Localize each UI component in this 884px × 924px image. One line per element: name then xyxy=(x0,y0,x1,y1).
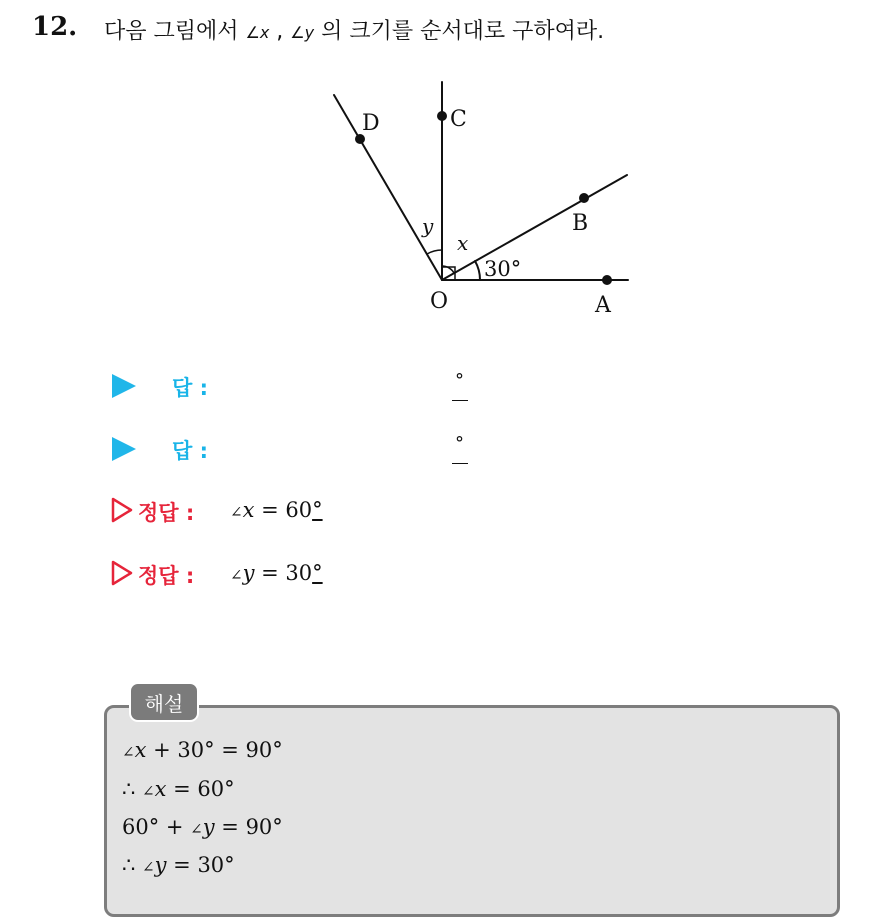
correct-1-unit: ° xyxy=(312,498,323,522)
correct-1-angle-symbol: ∠ xyxy=(230,503,243,521)
point-A xyxy=(602,275,612,285)
correct-1-var: x xyxy=(242,498,255,522)
explanation-line-2-angle: ∠ xyxy=(142,782,155,800)
answer-2-label: 답 : xyxy=(172,439,208,463)
explanation-line-4-pre: ∴ xyxy=(122,853,143,877)
answer-2-underline xyxy=(452,463,468,464)
label-y: y xyxy=(422,214,434,238)
answer-2-marker-icon xyxy=(112,437,136,461)
correct-1-value xyxy=(230,498,323,522)
ray-OD xyxy=(334,95,442,280)
correct-1-marker-icon xyxy=(111,497,133,523)
question-comma: , xyxy=(269,19,291,44)
explanation-line-3-post: = 90° xyxy=(214,815,283,839)
correct-2-unit: ° xyxy=(312,561,323,585)
label-A: A xyxy=(595,293,611,318)
label-30: 30° xyxy=(484,257,522,281)
label-C: C xyxy=(450,107,467,132)
explanation-line-1 xyxy=(122,738,283,762)
explanation-line-2-var: x xyxy=(154,777,167,801)
answer-1-underline xyxy=(452,400,468,401)
angle-figure xyxy=(320,80,640,320)
explanation-line-3 xyxy=(122,815,283,839)
point-B xyxy=(579,193,589,203)
arc-y xyxy=(427,250,442,254)
label-x: x xyxy=(457,231,469,255)
explanation-line-4-var: y xyxy=(154,853,167,877)
explanation-line-2 xyxy=(122,777,235,801)
question-number: 12. xyxy=(32,12,78,42)
correct-2-var: y xyxy=(242,561,255,585)
explanation-line-3-var: y xyxy=(202,815,215,839)
question-angle-x: ∠x xyxy=(245,23,270,42)
explanation-line-2-post: = 60° xyxy=(166,777,235,801)
explanation-box xyxy=(104,705,840,917)
explanation-line-4-angle: ∠ xyxy=(142,858,155,876)
explanation-line-2-pre: ∴ xyxy=(122,777,143,801)
label-O: O xyxy=(430,289,449,314)
answer-1-marker-icon xyxy=(112,374,136,398)
answer-1-unit: ° xyxy=(455,370,464,391)
correct-2-value xyxy=(230,561,323,585)
answer-1-label: 답 : xyxy=(172,376,208,400)
explanation-line-3-angle: ∠ xyxy=(190,820,203,838)
correct-2-angle-symbol: ∠ xyxy=(230,566,243,584)
explanation-line-4 xyxy=(122,853,235,877)
correct-2-eq: = 30 xyxy=(254,561,313,585)
label-D: D xyxy=(362,111,380,136)
answer-2-input[interactable] xyxy=(448,433,472,467)
ray-OB xyxy=(442,175,627,280)
correct-1-eq: = 60 xyxy=(254,498,313,522)
question-text-after: 의 크기를 순서대로 구하여라. xyxy=(314,19,605,44)
explanation-tab: 해설 xyxy=(129,682,199,722)
explanation-line-1-post: + 30° = 90° xyxy=(146,738,283,762)
question-text xyxy=(104,14,604,45)
question-angle-y: ∠y xyxy=(290,23,315,42)
question-text-before: 다음 그림에서 xyxy=(104,19,246,44)
explanation-line-1-var: x xyxy=(134,738,147,762)
correct-1-label: 정답 : xyxy=(138,501,195,525)
explanation-line-4-post: = 30° xyxy=(166,853,235,877)
arc-30 xyxy=(475,261,480,280)
correct-2-label: 정답 : xyxy=(138,564,195,588)
correct-2-marker-icon xyxy=(111,560,133,586)
point-C xyxy=(437,111,447,121)
explanation-line-3-pre: 60° + xyxy=(122,815,191,839)
explanation-line-1-angle: ∠ xyxy=(122,743,135,761)
answer-2-unit: ° xyxy=(455,433,464,454)
answer-1-input[interactable] xyxy=(448,370,472,404)
label-B: B xyxy=(572,211,589,236)
